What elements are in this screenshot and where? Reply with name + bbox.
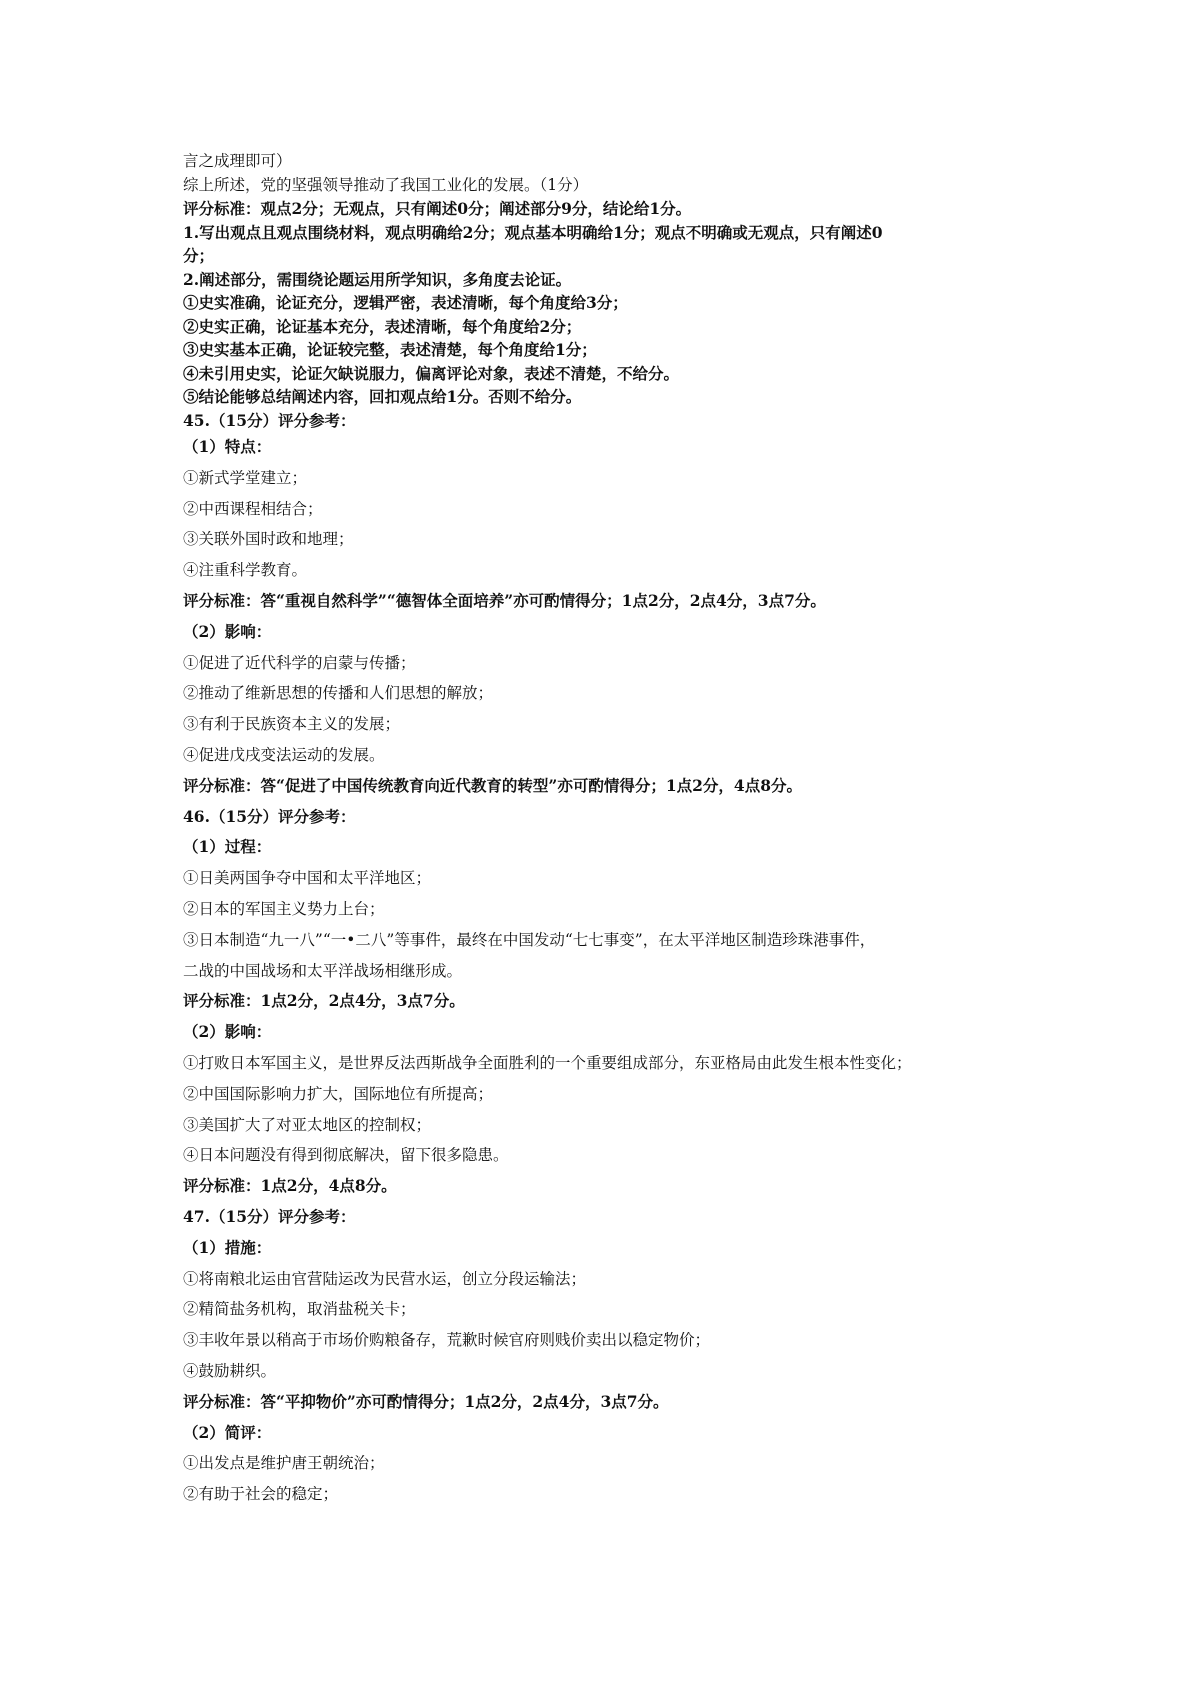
bold-text-line: （2）简评： (183, 1422, 272, 1442)
bold-text-line: 评分标准：答“促进了中国传统教育向近代教育的转型”亦可酌情得分；1点2分，4点8分。 (183, 775, 802, 795)
text-line: 综上所述，党的坚强领导推动了我国工业化的发展。（1分） (183, 175, 589, 194)
text-line: ①出发点是维护唐王朝统治； (183, 1454, 385, 1473)
text-line: 言之成理即可） (183, 152, 292, 170)
text-line: ④促进戊戌变法运动的发展。 (183, 745, 385, 764)
text-line: ③丰收年景以稍高于市场价购粮备存，荒歉时候官府则贱价卖出以稳定物价； (183, 1331, 711, 1350)
text-line: ①日美两国争夺中国和太平洋地区； (183, 869, 432, 888)
bold-text-line: ④未引用史实，论证欠缺说服力，偏离评论对象，表述不清楚，不给分。 (183, 363, 680, 383)
document-page (183, 150, 1043, 1510)
bold-text-line: 1.写出观点且观点围绕材料，观点明确给2分；观点基本明确给1分；观点不明确或无观点，只有阐述0 (183, 222, 883, 242)
text-line: ②中国国际影响力扩大，国际地位有所提高； (183, 1084, 494, 1103)
text-line: ③日本制造“九一八”“一•二八”等事件，最终在中国发动“七七事变”，在太平洋地区制造珍珠港事件， (183, 930, 876, 949)
bold-text-line: （2）影响： (183, 1022, 272, 1042)
answer-block-main (183, 432, 1043, 1510)
bold-text-line: 评分标准：1点2分，2点4分，3点7分。 (183, 991, 465, 1011)
text-line: ①新式学堂建立； (183, 468, 308, 487)
text-line: 二战的中国战场和太平洋战场相继形成。 (183, 961, 463, 980)
text-line: ①打败日本军国主义，是世界反法西斯战争全面胜利的一个重要组成部分，东亚格局由此发生根本性变化； (183, 1053, 912, 1072)
text-line: ②有助于社会的稳定； (183, 1485, 339, 1504)
text-line: ②中西课程相结合； (183, 499, 323, 518)
bold-text-line: 45.（15分）评分参考： (183, 410, 356, 430)
bold-text-line: 2.阐述部分，需围绕论题运用所学知识，多角度去论证。 (183, 269, 572, 289)
bold-text-line: 47.（15分）评分参考： (183, 1206, 356, 1226)
text-line: ④注重科学教育。 (183, 561, 308, 580)
text-line: ②推动了维新思想的传播和人们思想的解放； (183, 684, 494, 703)
text-line: ④鼓励耕织。 (183, 1361, 277, 1380)
bold-text-line: ③史实基本正确，论证较完整，表述清楚，每个角度给1分； (183, 340, 597, 359)
bold-text-line: 评分标准：观点2分；无观点，只有阐述0分；阐述部分9分，结论给1分。 (183, 199, 692, 218)
text-line: ③有利于民族资本主义的发展； (183, 715, 401, 734)
bold-text-line: ⑤结论能够总结阐述内容，回扣观点给1分。否则不给分。 (183, 387, 582, 406)
text-line: ②精简盐务机构，取消盐税关卡； (183, 1300, 416, 1319)
bold-text-line: 46.（15分）评分参考： (183, 806, 356, 826)
text-line: ③关联外国时政和地理； (183, 530, 354, 549)
bold-text-line: 评分标准：答“重视自然科学”“德智体全面培养”亦可酌情得分；1点2分，2点4分，3点7分。 (183, 590, 826, 610)
bold-text-line: （1）特点： (183, 437, 272, 456)
text-line: ③美国扩大了对亚太地区的控制权； (183, 1115, 432, 1134)
text-line: ②日本的军国主义势力上台； (183, 899, 385, 918)
bold-text-line: 分； (183, 246, 215, 265)
text-line: ①将南粮北运由官营陆运改为民营水运，创立分段运输法； (183, 1269, 587, 1288)
bold-text-line: 评分标准：1点2分，4点8分。 (183, 1176, 397, 1196)
bold-text-line: ②史实正确，论证基本充分，表述清晰，每个角度给2分； (183, 316, 582, 336)
bold-text-line: （1）措施： (183, 1237, 272, 1257)
text-line: ④日本问题没有得到彻底解决，留下很多隐患。 (183, 1146, 509, 1165)
bold-text-line: 评分标准：答“平抑物价”亦可酌情得分；1点2分，2点4分，3点7分。 (183, 1391, 669, 1411)
bold-text-line: （1）过程： (183, 837, 272, 857)
text-line: ①促进了近代科学的启蒙与传播； (183, 653, 416, 672)
answer-block-top (183, 150, 1043, 432)
bold-text-line: ①史实准确，论证充分，逻辑严密，表述清晰，每个角度给3分； (183, 293, 628, 312)
bold-text-line: （2）影响： (183, 621, 272, 641)
